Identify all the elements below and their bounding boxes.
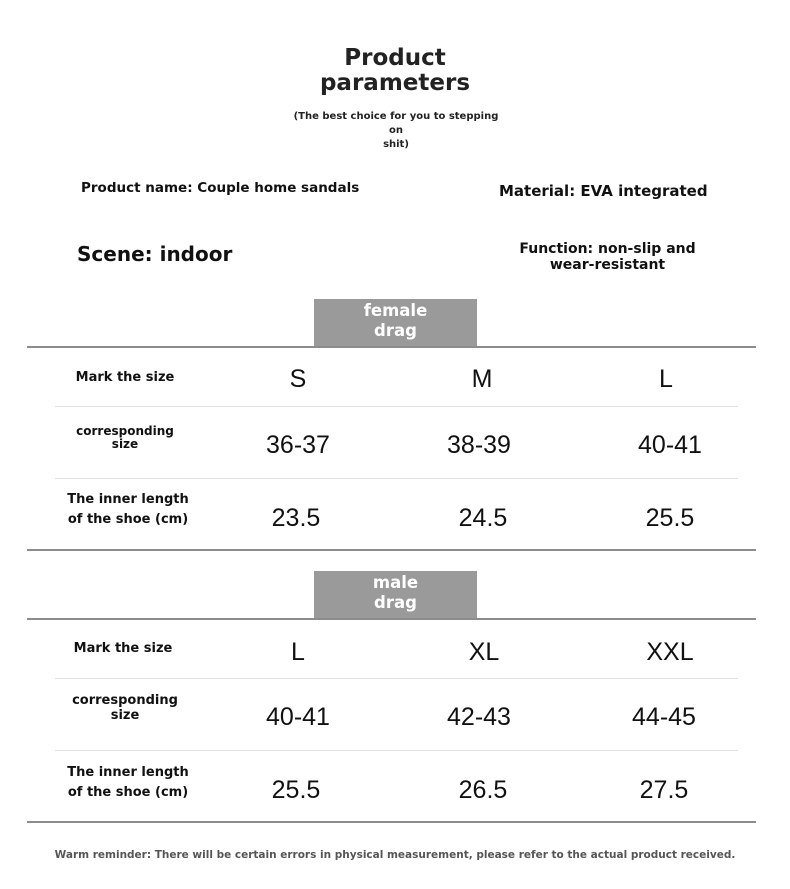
row-divider	[55, 478, 738, 479]
page-title-line1: Product	[344, 45, 446, 71]
label-line: of the shoe (cm)	[67, 785, 189, 800]
page-title	[0, 46, 790, 96]
male-length-3: 27.5	[639, 776, 689, 804]
male-heading-line1: male	[372, 573, 419, 592]
male-table-bottom-rule	[27, 821, 756, 823]
label-line: corresponding	[72, 693, 178, 708]
male-heading-line2: drag	[374, 593, 417, 612]
product-name: Product name: Couple home sandals	[81, 180, 360, 196]
material: Material: EVA integrated	[499, 182, 708, 200]
female-heading-line1: female	[363, 301, 428, 320]
female-table-top-rule	[27, 346, 756, 348]
male-size-xxl: XXL	[646, 638, 694, 666]
function-line2: wear-resistant	[549, 257, 666, 273]
male-row-label-inner-length	[43, 763, 213, 803]
female-length-3: 25.5	[645, 504, 695, 532]
row-divider	[55, 750, 738, 751]
page-subtitle	[285, 110, 507, 152]
male-length-1: 25.5	[271, 776, 321, 804]
female-length-2: 24.5	[458, 504, 508, 532]
female-size-l: L	[659, 365, 673, 393]
male-row-label-corresponding	[40, 693, 210, 723]
male-section-heading	[314, 571, 477, 618]
label-line: size	[110, 708, 140, 723]
female-heading-line2: drag	[374, 321, 417, 340]
male-table-top-rule	[27, 618, 756, 620]
male-size-l: L	[291, 638, 305, 666]
page-title-line2: parameters	[319, 70, 471, 96]
female-size-s: S	[289, 365, 307, 393]
row-divider	[55, 406, 738, 407]
label-line: Mark the size	[75, 370, 175, 385]
page-subtitle-line2: shit)	[383, 139, 409, 150]
female-row-label-inner-length	[43, 490, 213, 530]
label-line: corresponding	[76, 424, 174, 438]
female-section-heading	[314, 299, 477, 346]
male-corr-2: 42-43	[447, 703, 511, 731]
female-corr-3: 40-41	[638, 431, 702, 459]
row-divider	[55, 678, 738, 679]
function-line1: Function: non-slip and	[519, 241, 696, 257]
warm-reminder: Warm reminder: There will be certain errors in physical measurement, please refer to the actual product received.	[54, 849, 736, 861]
scene: Scene: indoor	[77, 242, 233, 266]
female-corr-1: 36-37	[266, 431, 330, 459]
male-row-label-mark-size	[38, 639, 208, 659]
male-length-2: 26.5	[458, 776, 508, 804]
page-subtitle-line1: (The best choice for you to stepping on	[293, 111, 499, 136]
female-length-1: 23.5	[271, 504, 321, 532]
function	[500, 241, 715, 273]
male-corr-3: 44-45	[632, 703, 696, 731]
label-line: The inner length	[67, 492, 189, 507]
label-line: of the shoe (cm)	[67, 512, 189, 527]
label-line: size	[111, 437, 139, 451]
female-size-m: M	[471, 365, 493, 393]
female-row-label-mark-size	[40, 368, 210, 388]
female-table-bottom-rule	[27, 549, 756, 551]
female-row-label-corresponding	[40, 425, 210, 451]
label-line: The inner length	[67, 765, 189, 780]
male-size-xl: XL	[468, 638, 500, 666]
label-line: Mark the size	[73, 641, 173, 656]
female-corr-2: 38-39	[447, 431, 511, 459]
male-corr-1: 40-41	[266, 703, 330, 731]
